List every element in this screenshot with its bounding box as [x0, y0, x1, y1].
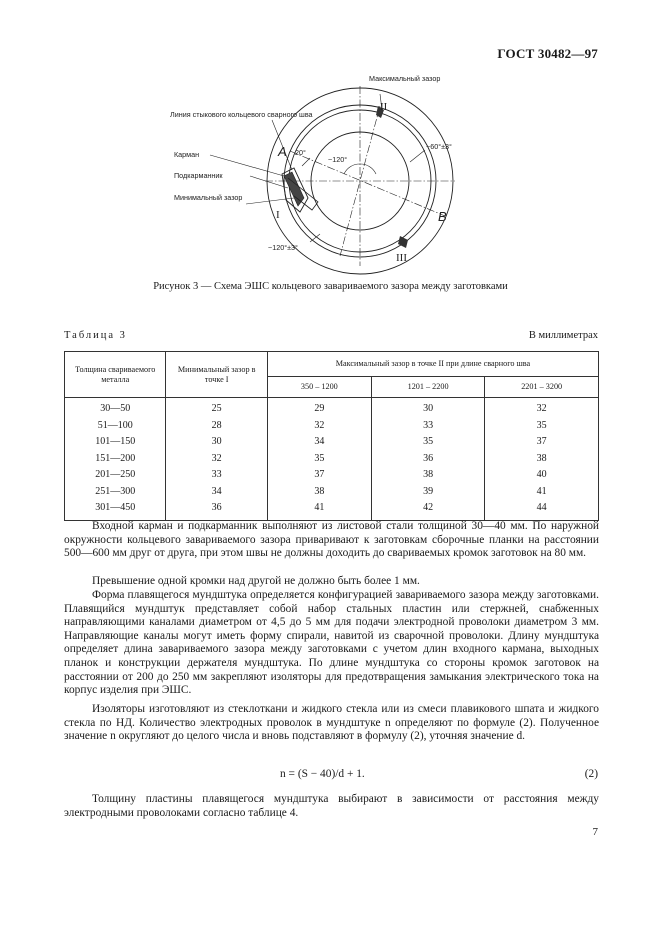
header-thickness: Толщина свариваемого металла — [65, 352, 166, 398]
header-max-gap: Максимальный зазор в точке II при длине сварного шва — [267, 352, 598, 377]
roman-three: III — [396, 252, 407, 264]
angle-120-outer-label: ~120°±3° — [268, 243, 298, 252]
roman-one: I — [276, 209, 280, 221]
seam-line-label: Линия стыкового кольцевого сварного шва — [170, 110, 313, 119]
table-row: 101—150 30 34 35 37 — [65, 434, 599, 451]
pocket-label: Карман — [174, 150, 200, 159]
roman-two: II — [380, 101, 388, 113]
min-gap-label: Минимальный зазор — [174, 193, 243, 202]
table-row: 51—100 28 32 33 35 — [65, 418, 599, 435]
paragraph-edge: Превышение одной кромки над другой не должно быть более 1 мм. — [92, 575, 420, 587]
subpocket-label: Подкарманник — [174, 171, 223, 180]
page-number: 7 — [592, 826, 598, 838]
table-row: 30—50 25 29 30 32 — [65, 398, 599, 418]
table-row: 251—300 34 38 39 41 — [65, 484, 599, 501]
header-min-gap: Минимальный зазор в точке I — [166, 352, 267, 398]
table-units: В миллиметрах — [528, 330, 598, 341]
gap-table — [64, 351, 599, 521]
paragraph-pocket: Входной карман и подкарманник выполняют из листовой стали толщиной 30—40 мм. По наружной окружности кольцевого завариваемого зазора приваривают к заготовкам сборочные планки на расстоянии 500—600 мм друг от друга, при этом швы не должны доходить до свариваемых кромок заготовок на 80 мм. — [64, 520, 599, 560]
formula-number: (2) — [584, 768, 598, 780]
header-len-2: 1201 – 2200 — [371, 377, 485, 398]
ring-gap-diagram — [170, 66, 470, 276]
table-row: 301—450 36 41 42 44 — [65, 500, 599, 520]
point-b-label: B — [438, 209, 447, 224]
table-row: 201—250 33 37 38 40 — [65, 467, 599, 484]
max-gap-label: Максимальный зазор — [369, 74, 441, 83]
header-len-3: 2201 – 3200 — [485, 377, 599, 398]
table-title: Таблица 3 — [64, 330, 127, 341]
point-a-label: A — [278, 144, 287, 159]
table-row: 151—200 32 35 36 38 — [65, 451, 599, 468]
paragraph-plate: Толщину пластины плавящегося мундштука выбирают в зависимости от расстояния между электродными проволоками согласно таблице 4. — [64, 793, 599, 819]
header-len-1: 350 – 1200 — [267, 377, 371, 398]
figure-caption: Рисунок 3 — Схема ЭШС кольцевого завариваемого зазора между заготовками — [153, 281, 508, 292]
angle-60-label: ~60°±3° — [426, 142, 452, 151]
formula-expression: n = (S − 40)/d + 1. — [280, 768, 365, 780]
paragraph-mouthpiece: Форма плавящегося мундштука определяется конфигурацией завариваемого зазора между заготовками. Плавящийся мундштук представляет собой набор стальных пластин или стержней, снабженных направляющими каналами диаметром от 4,5 до 5 мм для подачи электродной проволоки диаметром 3 мм. Направляющие каналы могут иметь форму спирали, навитой из сварочной проволоки. Длину мундштука определяет длина завариваемого зазора между заготовками с учетом длин входного кармана, выходных планок и конструкции держателя мундштука. По длине мундштука со стороны кромок заготовок на расстоянии от 200 до 250 мм закрепляют изоляторы для предотвращения замыкания электрического тока на корпус изделия при ЭШС. — [64, 589, 599, 697]
paragraph-insulators: Изоляторы изготовляют из стеклоткани и жидкого стекла или из смеси плавикового шпата и жидкого стекла по НД. Количество электродных проволок в мундштуке n определяют по формуле (2). Полученное значение n округляют до целого числа и вновь подставляют в формулу (2), уточняя значение d. — [64, 703, 599, 743]
document-code: ГОСТ 30482—97 — [497, 46, 598, 61]
angle-20-label: 20° — [295, 148, 306, 157]
angle-120-inner-label: ~120° — [328, 155, 348, 164]
